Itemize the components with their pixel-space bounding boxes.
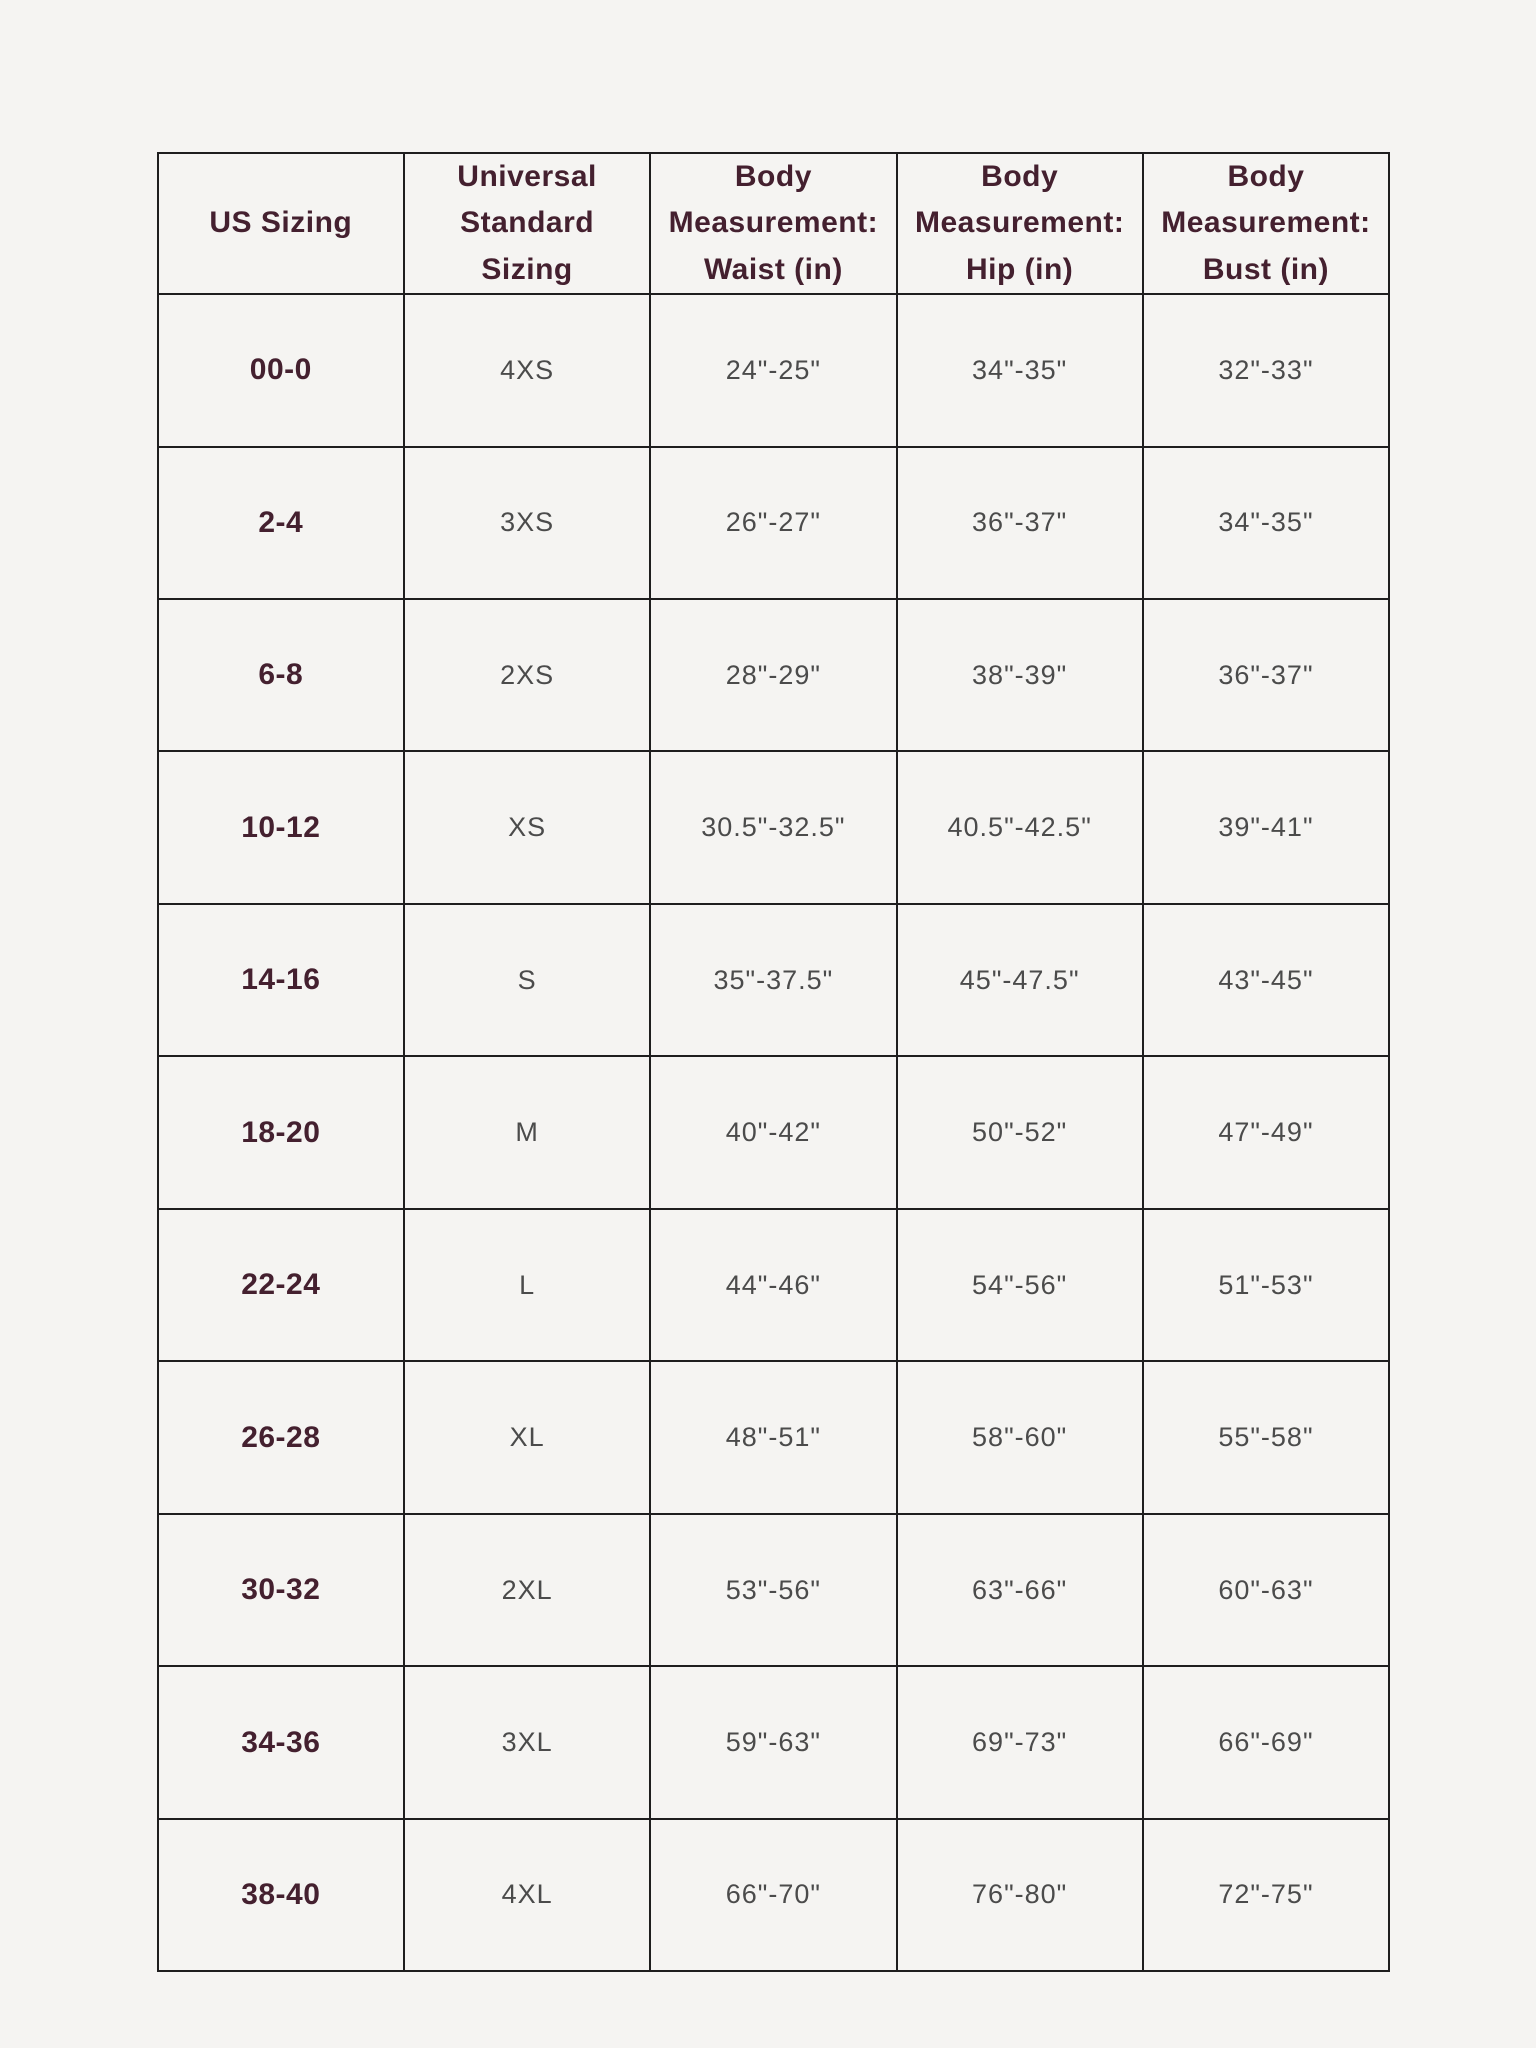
us-size-cell: 34-36 bbox=[158, 1666, 404, 1818]
measurement-cell: 40"-42" bbox=[650, 1056, 896, 1208]
header-hip: Body Measurement: Hip (in) bbox=[897, 153, 1143, 295]
measurement-cell: 63"-66" bbox=[897, 1514, 1143, 1666]
measurement-cell: 72"-75" bbox=[1143, 1819, 1389, 1971]
size-chart-table bbox=[157, 152, 1390, 1973]
measurement-cell: 66"-69" bbox=[1143, 1666, 1389, 1818]
header-universal-standard-sizing: Universal Standard Sizing bbox=[404, 153, 650, 295]
us-size-cell: 2-4 bbox=[158, 447, 404, 599]
us-size-cell: 22-24 bbox=[158, 1209, 404, 1361]
measurement-cell: 34"-35" bbox=[1143, 447, 1389, 599]
us-size-cell: 30-32 bbox=[158, 1514, 404, 1666]
measurement-cell: 40.5"-42.5" bbox=[897, 751, 1143, 903]
measurement-cell: 60"-63" bbox=[1143, 1514, 1389, 1666]
measurement-cell: 39"-41" bbox=[1143, 751, 1389, 903]
measurement-cell: XL bbox=[404, 1361, 650, 1513]
measurement-cell: 51"-53" bbox=[1143, 1209, 1389, 1361]
us-size-cell: 18-20 bbox=[158, 1056, 404, 1208]
table-row bbox=[158, 1819, 1389, 1971]
us-size-cell: 14-16 bbox=[158, 904, 404, 1056]
measurement-cell: 2XL bbox=[404, 1514, 650, 1666]
measurement-cell: 54"-56" bbox=[897, 1209, 1143, 1361]
measurement-cell: 48"-51" bbox=[650, 1361, 896, 1513]
measurement-cell: 34"-35" bbox=[897, 294, 1143, 446]
measurement-cell: 59"-63" bbox=[650, 1666, 896, 1818]
measurement-cell: 76"-80" bbox=[897, 1819, 1143, 1971]
measurement-cell: 44"-46" bbox=[650, 1209, 896, 1361]
measurement-cell: 35"-37.5" bbox=[650, 904, 896, 1056]
table-row bbox=[158, 447, 1389, 599]
size-chart-header bbox=[158, 153, 1389, 295]
table-row bbox=[158, 1361, 1389, 1513]
measurement-cell: 4XS bbox=[404, 294, 650, 446]
measurement-cell: L bbox=[404, 1209, 650, 1361]
measurement-cell: 2XS bbox=[404, 599, 650, 751]
measurement-cell: 43"-45" bbox=[1143, 904, 1389, 1056]
measurement-cell: 66"-70" bbox=[650, 1819, 896, 1971]
table-row bbox=[158, 751, 1389, 903]
table-row bbox=[158, 1056, 1389, 1208]
measurement-cell: 38"-39" bbox=[897, 599, 1143, 751]
measurement-cell: 55"-58" bbox=[1143, 1361, 1389, 1513]
measurement-cell: 36"-37" bbox=[1143, 599, 1389, 751]
table-body bbox=[158, 294, 1389, 1971]
measurement-cell: 36"-37" bbox=[897, 447, 1143, 599]
header-us-sizing: US Sizing bbox=[158, 153, 404, 295]
measurement-cell: 3XS bbox=[404, 447, 650, 599]
us-size-cell: 6-8 bbox=[158, 599, 404, 751]
us-size-cell: 10-12 bbox=[158, 751, 404, 903]
measurement-cell: 45"-47.5" bbox=[897, 904, 1143, 1056]
measurement-cell: 58"-60" bbox=[897, 1361, 1143, 1513]
header-bust: Body Measurement: Bust (in) bbox=[1143, 153, 1389, 295]
measurement-cell: M bbox=[404, 1056, 650, 1208]
measurement-cell: 4XL bbox=[404, 1819, 650, 1971]
measurement-cell: 28"-29" bbox=[650, 599, 896, 751]
measurement-cell: 26"-27" bbox=[650, 447, 896, 599]
measurement-cell: XS bbox=[404, 751, 650, 903]
us-size-cell: 26-28 bbox=[158, 1361, 404, 1513]
measurement-cell: 53"-56" bbox=[650, 1514, 896, 1666]
table-row bbox=[158, 294, 1389, 446]
table-row bbox=[158, 1666, 1389, 1818]
table-row bbox=[158, 1209, 1389, 1361]
measurement-cell: S bbox=[404, 904, 650, 1056]
us-size-cell: 00-0 bbox=[158, 294, 404, 446]
measurement-cell: 69"-73" bbox=[897, 1666, 1143, 1818]
table-row bbox=[158, 1514, 1389, 1666]
measurement-cell: 50"-52" bbox=[897, 1056, 1143, 1208]
table-row bbox=[158, 599, 1389, 751]
table-row bbox=[158, 904, 1389, 1056]
measurement-cell: 47"-49" bbox=[1143, 1056, 1389, 1208]
measurement-cell: 30.5"-32.5" bbox=[650, 751, 896, 903]
measurement-cell: 32"-33" bbox=[1143, 294, 1389, 446]
measurement-cell: 24"-25" bbox=[650, 294, 896, 446]
measurement-cell: 3XL bbox=[404, 1666, 650, 1818]
header-waist: Body Measurement: Waist (in) bbox=[650, 153, 896, 295]
header-row bbox=[158, 153, 1389, 295]
us-size-cell: 38-40 bbox=[158, 1819, 404, 1971]
